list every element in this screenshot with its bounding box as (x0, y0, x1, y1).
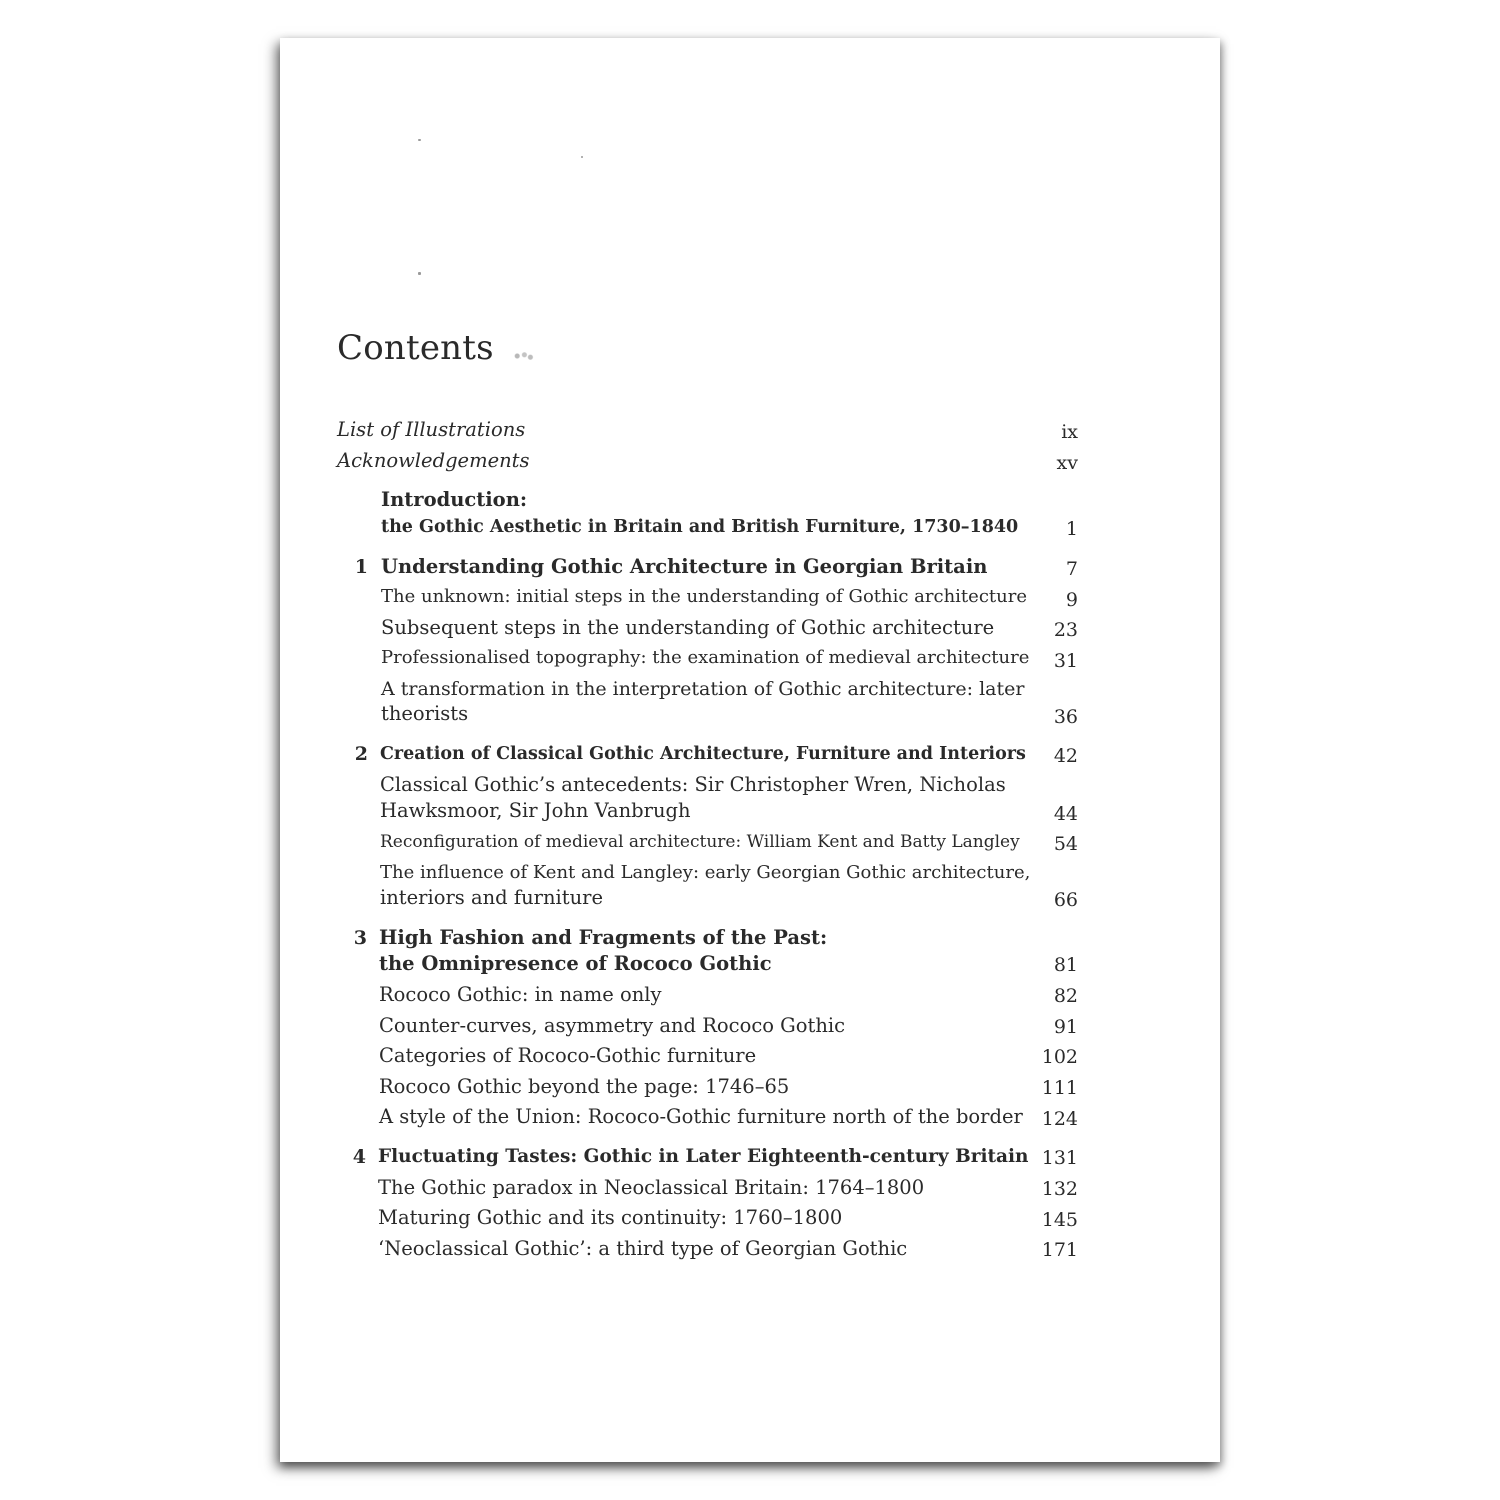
page-number: 102 (1041, 1046, 1078, 1068)
section-title: Rococo Gothic: in name only (379, 983, 662, 1006)
page-number: 145 (1041, 1209, 1078, 1231)
section-title-continued: theorists (381, 702, 469, 725)
toc-entry-acknowledgements: Acknowledgements (337, 449, 530, 472)
section-title: Reconfiguration of medieval architecture: William Kent and Batty Langley (380, 832, 1020, 852)
page-number: 54 (1053, 833, 1078, 855)
page-number: 131 (1041, 1147, 1078, 1169)
section-title-continued: Hawksmoor, Sir John Vanbrugh (380, 799, 691, 822)
section-title: Categories of Rococo-Gothic furniture (379, 1044, 757, 1067)
chapter-number: 1 (354, 556, 368, 578)
section-title-continued: interiors and furniture (380, 886, 604, 909)
chapter-number: 2 (354, 743, 368, 765)
page-number: 91 (1053, 1016, 1078, 1038)
chapter-title: Creation of Classical Gothic Architecture, Furniture and Interiors (380, 744, 1026, 764)
section-title: Professionalised topography: the examination of medieval architecture (381, 647, 1030, 668)
section-title: The unknown: initial steps in the understanding of Gothic architecture (381, 586, 1027, 607)
toc-entry-illustrations: List of Illustrations (337, 418, 526, 441)
page-number: 23 (1053, 619, 1078, 641)
section-title: ‘Neoclassical Gothic’: a third type of Georgian Gothic (378, 1237, 908, 1260)
section-title: A transformation in the interpretation of Gothic architecture: later (381, 678, 1025, 700)
page-number: 36 (1053, 706, 1078, 728)
section-title: Subsequent steps in the understanding of Gothic architecture (381, 616, 995, 639)
book-page (280, 38, 1220, 1462)
page-number: 132 (1041, 1178, 1078, 1200)
page-number: 44 (1053, 803, 1078, 825)
section-title: Counter-curves, asymmetry and Rococo Gothic (379, 1014, 846, 1037)
chapter-title: High Fashion and Fragments of the Past: (379, 926, 828, 949)
page-title: Contents (337, 328, 494, 368)
chapter-title-continued: the Omnipresence of Rococo Gothic (379, 952, 772, 975)
page-number: xv (1056, 452, 1078, 474)
page-number: 31 (1053, 650, 1078, 672)
toc-introduction-line1: Introduction: (381, 488, 528, 511)
page-number: ix (1061, 421, 1078, 443)
page-number: 111 (1041, 1077, 1078, 1099)
section-title: The influence of Kent and Langley: early Georgian Gothic architecture, (380, 862, 1031, 883)
page-number: 7 (1065, 558, 1078, 580)
page-number: 171 (1041, 1239, 1078, 1261)
section-title: Classical Gothic’s antecedents: Sir Christopher Wren, Nicholas (380, 773, 1006, 796)
section-title: Rococo Gothic beyond the page: 1746–65 (379, 1075, 790, 1098)
page-number: 1 (1065, 518, 1078, 540)
toc-introduction-line2: the Gothic Aesthetic in Britain and British Furniture, 1730–1840 (381, 517, 1019, 537)
page-number: 82 (1053, 985, 1078, 1007)
page-number: 66 (1053, 889, 1078, 911)
chapter-title: Fluctuating Tastes: Gothic in Later Eighteenth-century Britain (378, 1146, 1029, 1167)
section-title: Maturing Gothic and its continuity: 1760–1800 (378, 1206, 843, 1229)
chapter-title: Understanding Gothic Architecture in Georgian Britain (381, 555, 988, 578)
section-title: A style of the Union: Rococo-Gothic furniture north of the border (379, 1105, 1023, 1128)
page-number: 42 (1053, 745, 1078, 767)
chapter-number: 4 (352, 1146, 366, 1168)
chapter-number: 3 (353, 927, 367, 949)
section-title: The Gothic paradox in Neoclassical Britain: 1764–1800 (378, 1176, 925, 1199)
page-number: 9 (1065, 589, 1078, 611)
page-number: 124 (1041, 1108, 1078, 1130)
table-of-contents (280, 38, 1220, 1462)
page-number: 81 (1053, 954, 1078, 976)
